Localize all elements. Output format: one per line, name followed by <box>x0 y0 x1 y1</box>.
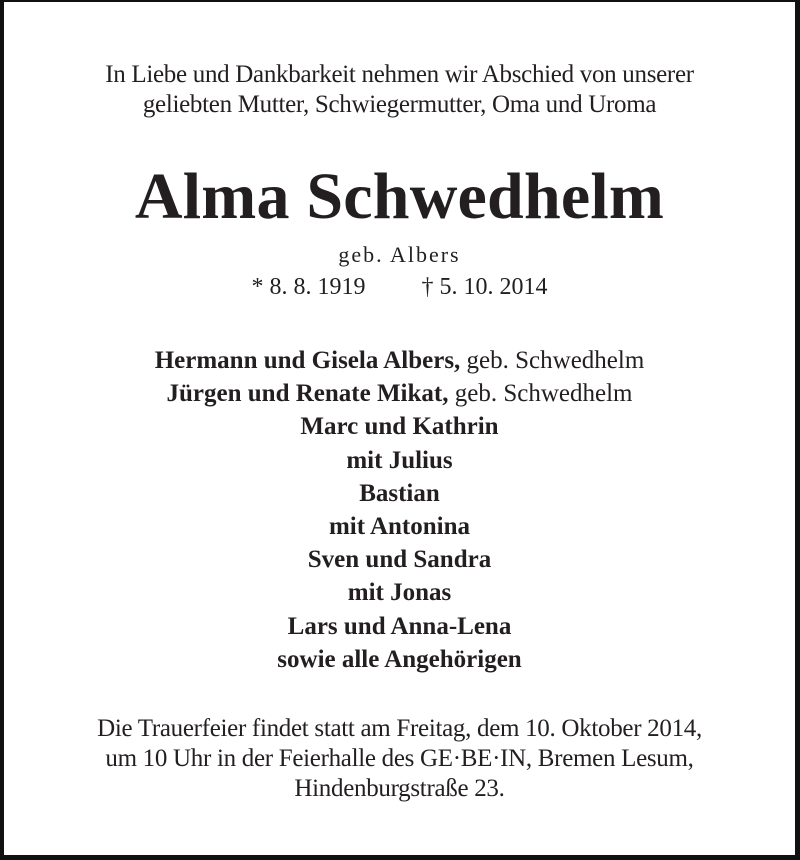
mourner-names: mit Jonas <box>347 579 452 607</box>
mourner-note: geb. Schwedhelm <box>448 380 633 408</box>
mourner-names: Hermann und Gisela Albers, <box>154 347 461 374</box>
mourner-note: geb. Schwedhelm <box>460 347 645 374</box>
mourner-line <box>4 477 795 510</box>
intro-line: In Liebe und Dankbarkeit nehmen wir Abschied von unserer <box>105 61 694 88</box>
mourner-line <box>4 410 795 443</box>
mourner-names: mit Antonina <box>328 513 470 541</box>
mourner-line <box>4 377 795 410</box>
mourner-names: mit Julius <box>346 446 453 474</box>
mourners-list <box>4 344 795 676</box>
mourner-names: Lars und Anna-Lena <box>287 612 512 640</box>
mourner-names: Sven und Sandra <box>307 546 492 574</box>
mourner-line <box>4 576 795 609</box>
mourner-names: sowie alle Angehörigen <box>277 645 522 673</box>
death-date: † 5. 10. 2014 <box>421 274 548 300</box>
funeral-service-info <box>4 714 795 804</box>
maiden-name: geb. Albers <box>338 242 461 267</box>
mourner-line <box>4 344 795 377</box>
service-line: um 10 Uhr in der Feierhalle des GE·BE·IN, Bremen Lesum, <box>105 745 694 772</box>
mourner-line <box>4 510 795 543</box>
mourner-line <box>4 543 795 576</box>
mourner-names: Jürgen und Renate Mikat, <box>166 380 449 408</box>
mourner-line <box>4 610 795 643</box>
mourner-line <box>4 643 795 676</box>
birth-date: * 8. 8. 1919 <box>251 274 366 300</box>
service-line: Die Trauerfeier findet statt am Freitag, dem 10. Oktober 2014, <box>97 715 702 742</box>
intro-line: geliebten Mutter, Schwiegermutter, Oma und Uroma <box>142 91 657 118</box>
life-dates <box>4 272 795 302</box>
mourner-line <box>4 444 795 477</box>
mourner-names: Marc und Kathrin <box>300 413 499 441</box>
service-line: Hindenburgstraße 23. <box>294 775 505 802</box>
deceased-name: Alma Schwedhelm <box>134 160 665 233</box>
mourner-names: Bastian <box>359 479 440 507</box>
intro-text <box>4 60 795 120</box>
